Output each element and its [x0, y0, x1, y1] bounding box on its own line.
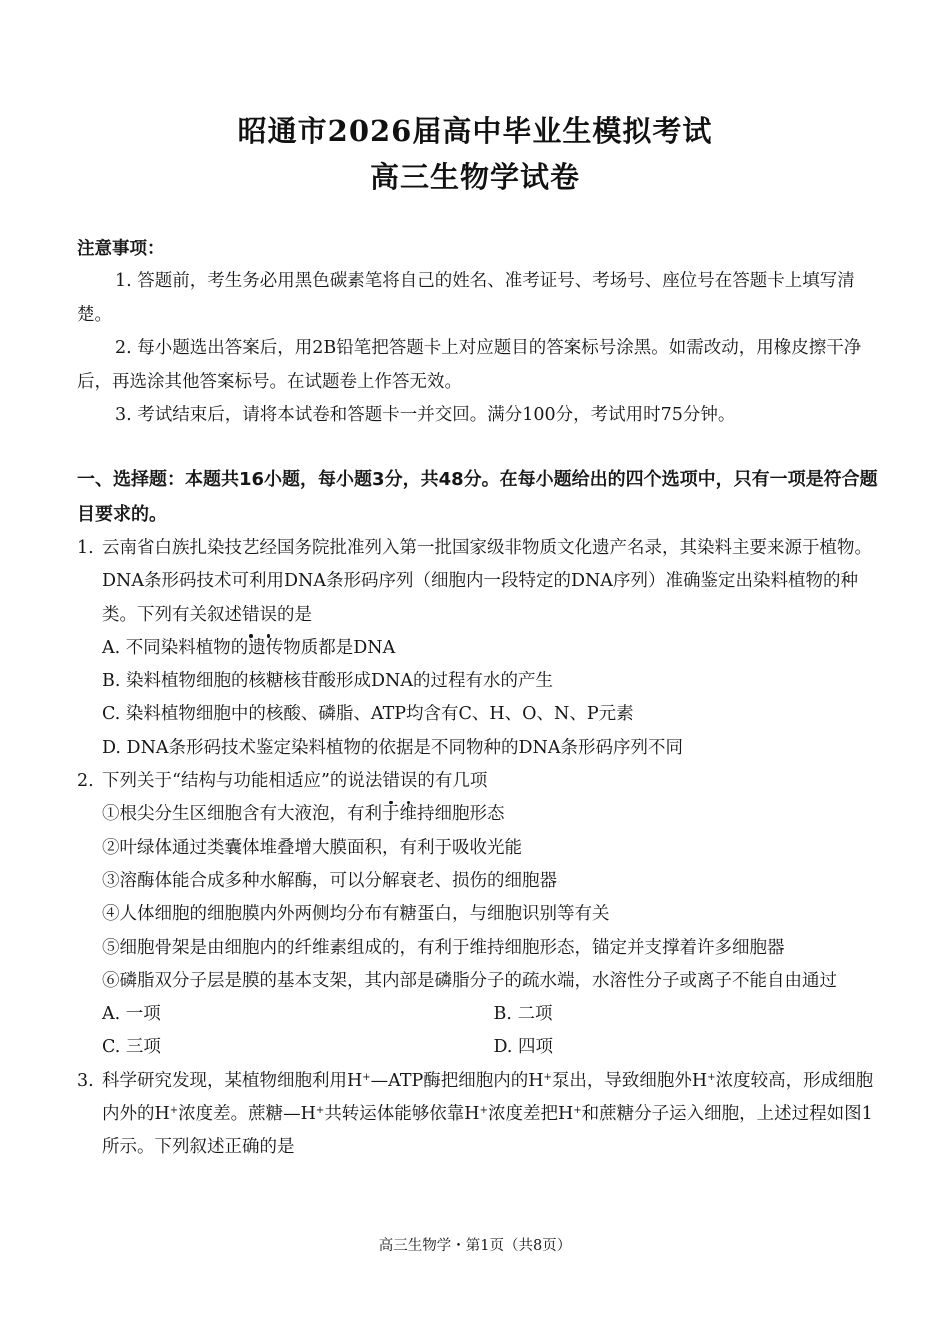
- notice-item-1: 1. 答题前，考生务必用黑色碳素笔将自己的姓名、准考证号、考场号、座位号在答题卡上填写清楚。: [77, 271, 855, 325]
- h-plus-superscript: +: [315, 1105, 325, 1117]
- question-1-emphasis: [242, 605, 277, 625]
- page-footer: 高三生物学・第1页（共8页）: [378, 1238, 572, 1254]
- q3-text-5: 浓度差。蔗糖—H: [178, 1104, 316, 1125]
- emphasis-dot-char: 误: [400, 765, 418, 798]
- question-1-stem-end: 的是: [277, 604, 312, 625]
- notice-item-2: 2. 每小题选出答案后，用2B铅笔把答题卡上对应题目的答案标号涂黑。如需改动，用橡皮擦干净后，再选涂其他答案标号。在试题卷上作答无效。: [77, 338, 862, 392]
- q1-option-a: A. 不同染料植物的遗传物质都是DNA: [102, 637, 396, 658]
- section-heading: 一、选择题：本题共16小题，每小题3分，共48分。在每小题给出的四个选项中，只有一项是符合题目要求的。: [77, 469, 878, 525]
- q2-option-a: A. 一项: [102, 1004, 161, 1025]
- h-plus-superscript: +: [573, 1105, 582, 1117]
- emphasis-dot-char: 误: [260, 599, 278, 632]
- question-1-number: 1.: [77, 538, 94, 558]
- q2-option-b: B. 二项: [493, 1004, 553, 1025]
- question-1: [77, 532, 885, 632]
- q2-option-d: D. 四项: [493, 1037, 554, 1058]
- q3-text-7: 浓度差把H: [487, 1104, 574, 1125]
- q2-statement-2: ②叶绿体通过类囊体堆叠增大膜面积，有利于吸收光能: [102, 837, 522, 858]
- question-2-number: 2.: [77, 771, 94, 792]
- q2-options-row-1: [77, 998, 885, 1031]
- title-line-2: 高三生物学试卷: [369, 160, 580, 194]
- h-plus-superscript: +: [169, 1105, 179, 1117]
- h-plus-superscript: +: [707, 1071, 716, 1083]
- q2-statement-1: ①根尖分生区细胞含有大液泡，有利于维持细胞形态: [102, 804, 505, 825]
- notice-section: [77, 233, 885, 433]
- title-line-1: 昭通市2026届高中毕业生模拟考试: [237, 114, 713, 148]
- question-3: [77, 1065, 885, 1165]
- emphasis-dot-char: 错: [382, 765, 400, 798]
- q1-option-d: D. DNA条形码技术鉴定染料植物的依据是不同物种的DNA条形码序列不同: [102, 737, 683, 758]
- notice-heading: 注意事项：: [77, 239, 165, 259]
- question-2: [77, 765, 885, 798]
- q3-text-8: 和蔗糖分子运入细胞，上述过程如图1所示。下列叙述正确的是: [102, 1104, 873, 1158]
- q3-text-6: 共转运体能够依靠H: [324, 1104, 480, 1125]
- q2-statement-6: ⑥磷脂双分子层是膜的基本支架，其内部是磷脂分子的疏水端，水溶性分子或离子不能自由通过: [102, 970, 837, 991]
- question-3-number: 3.: [77, 1070, 94, 1091]
- q2-options-row-2: [77, 1031, 885, 1064]
- h-plus-superscript: +: [362, 1071, 371, 1083]
- h-plus-superscript: +: [479, 1105, 488, 1117]
- q2-statement-5: ⑤细胞骨架是由细胞内的纤维素组成的，有利于维持细胞形态，锚定并支撑着许多细胞器: [102, 937, 785, 958]
- question-2-stem: 下列关于“结构与功能相适应”的说法: [102, 771, 383, 792]
- q2-statement-3: ③溶酶体能合成多种水解酶，可以分解衰老、损伤的细胞器: [102, 870, 557, 891]
- q1-option-c: C. 染料植物细胞中的核酸、磷脂、ATP均含有C、H、O、N、P元素: [102, 704, 634, 725]
- q2-statement-4: ④人体细胞的细胞膜内外两侧均分布有糖蛋白，与细胞识别等有关: [102, 904, 610, 925]
- question-2-stem-end: 的有几项: [417, 771, 488, 792]
- q1-option-b: B. 染料植物细胞的核糖核苷酸形成DNA的过程有水的产生: [102, 671, 553, 692]
- multiple-choice-section: [77, 462, 885, 1165]
- question-1-stem: 云南省白族扎染技艺经国务院批准列入第一批国家级非物质文化遗产名录，其染料主要来源于植物。DNA条形码技术可利用DNA条形码序列（细胞内一段特定的DNA序列）准确鉴定出染料植物的种类。下列有关叙述: [102, 538, 872, 625]
- q3-text-1: 科学研究发现，某植物细胞利用H: [102, 1070, 363, 1091]
- notice-item-3: 3. 考试结束后，请将本试卷和答题卡一并交回。满分100分，考试用时75分钟。: [115, 405, 736, 425]
- question-2-emphasis: [382, 771, 417, 791]
- q3-text-3: 泵出，导致细胞外H: [551, 1070, 708, 1091]
- emphasis-dot-char: 错: [242, 599, 260, 632]
- q2-option-c: C. 三项: [102, 1037, 161, 1058]
- exam-title: [0, 108, 950, 200]
- q3-text-4: 浓度较高，形成细胞内外的H: [102, 1070, 874, 1125]
- h-plus-superscript: +: [543, 1071, 552, 1083]
- q3-text-2: —ATP酶把细胞内的H: [370, 1070, 544, 1091]
